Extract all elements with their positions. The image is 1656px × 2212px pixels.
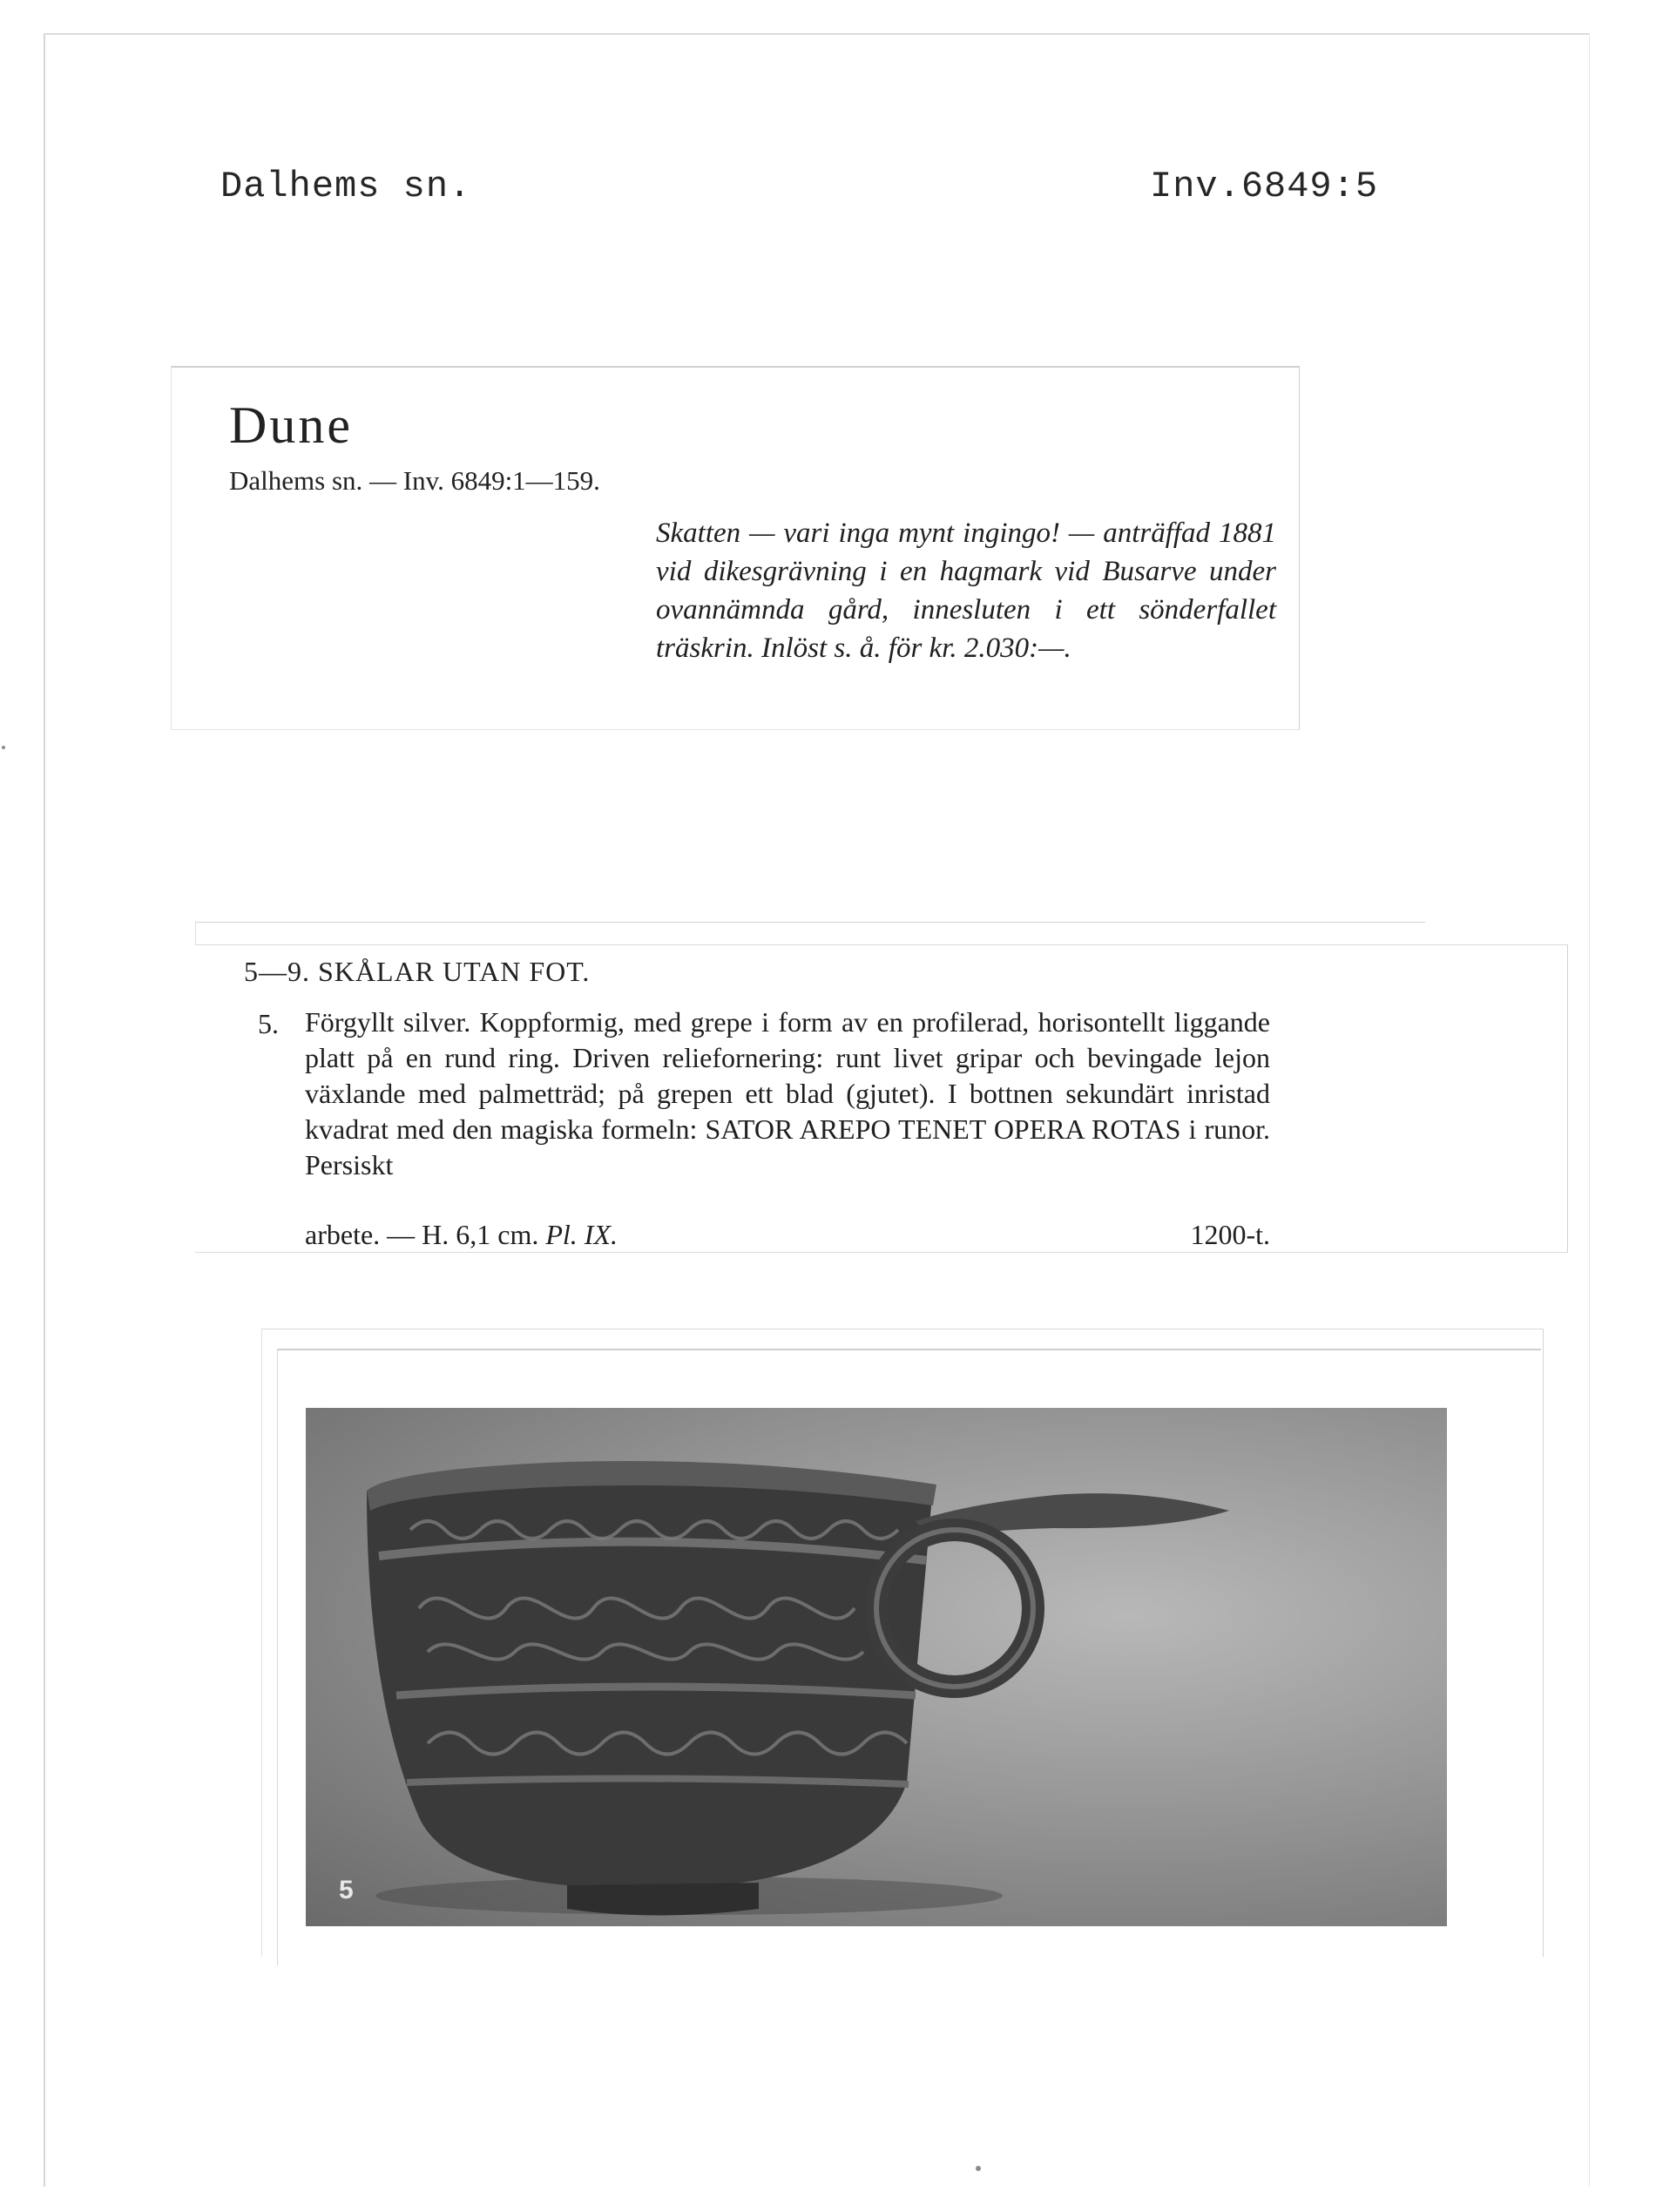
item-number: 5. (258, 1008, 279, 1039)
find-note: Skatten — vari inga mynt ingingo! — anträffad 1881 vid dikesgrävning i en hagmark vid Busarve under ovannämnda gård, innesluten i ett sönderfallet träskrin. Inlöst s. å. för kr. 2.030:—. (656, 517, 1276, 664)
catalogue-clipping (195, 944, 1568, 1253)
bowl-photograph (306, 1408, 1447, 1926)
item-measurement-line (305, 1219, 1270, 1251)
item-date: 1200-t. (1190, 1219, 1270, 1250)
catalogue-heading: 5—9. SKÅLAR UTAN FOT. (244, 956, 591, 987)
inventory-number: Inv.6849:5 (1150, 166, 1379, 207)
scan-speck (2, 746, 5, 749)
item-description: Förgyllt silver. Koppformig, med grepe i form av en profilerad, horisontellt liggande platt på en rund ring. Driven reliefornering: runt livet gripar och bevingade lejon växlande med palmetträd; på grepen ett blad (gjutet). I bottnen sekundärt inristad kvadrat med den magiska formeln: SATOR AREPO TENET OPERA ROTAS i runor. Persiskt (305, 1006, 1270, 1180)
item-height: arbete. — H. 6,1 cm. (305, 1219, 539, 1250)
find-clipping (171, 366, 1300, 730)
find-reference: Dalhems sn. — Inv. 6849:1—159. (229, 465, 600, 496)
find-name: Dune (229, 396, 353, 454)
figure-number: 5 (339, 1876, 354, 1904)
bowl-image (306, 1408, 1447, 1926)
photo-clipping (277, 1349, 1541, 1965)
plate-reference: Pl. IX. (545, 1219, 618, 1250)
scan-speck (976, 2166, 981, 2171)
parish-label: Dalhems sn. (220, 166, 472, 207)
